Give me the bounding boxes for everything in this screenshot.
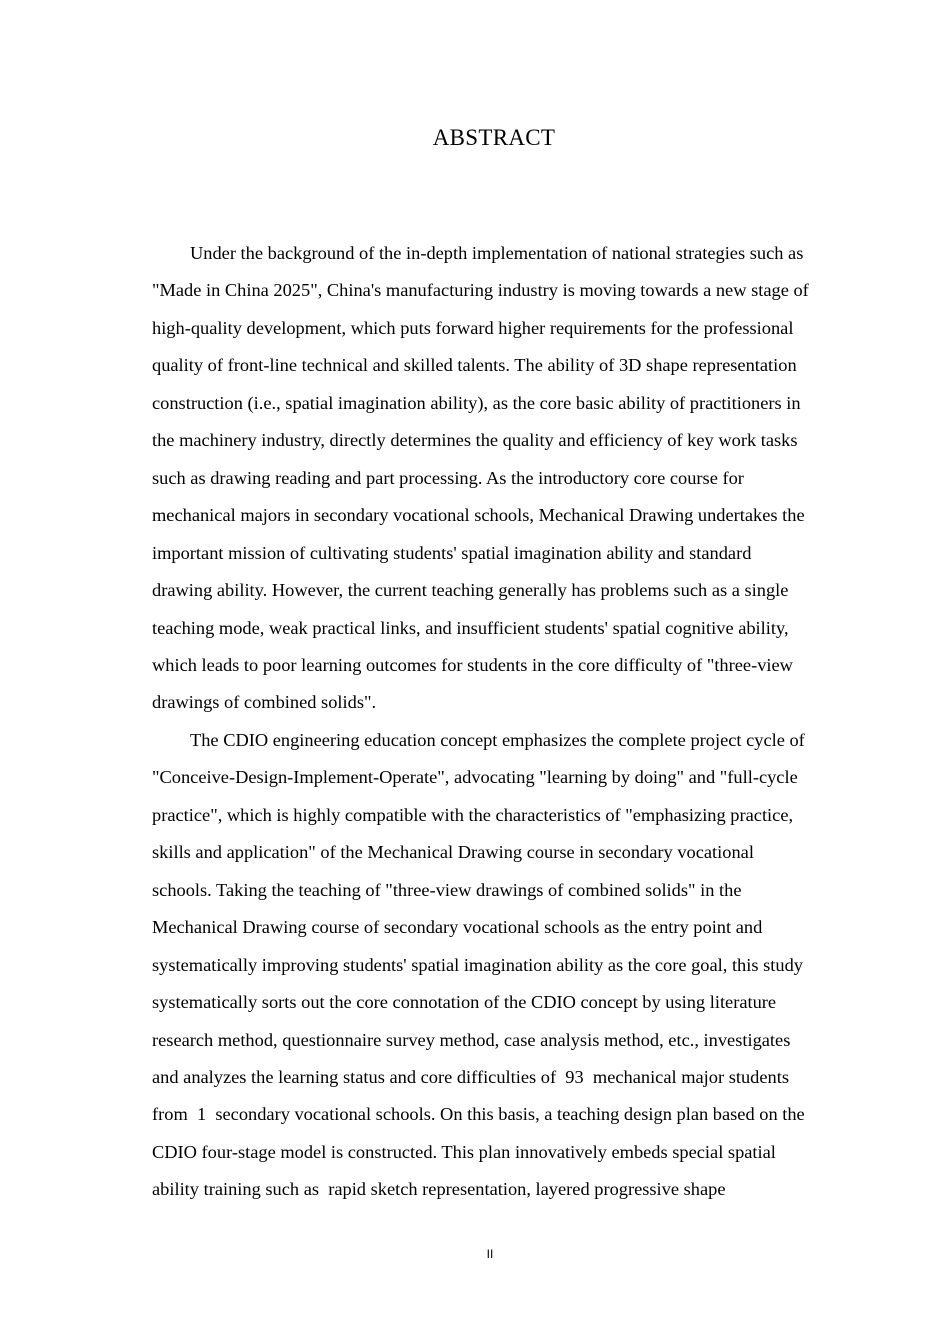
paragraph-1 bbox=[152, 235, 842, 722]
text-line: mechanical majors in secondary vocational schools, Mechanical Drawing undertakes the bbox=[152, 505, 805, 526]
text-line: research method, questionnaire survey method, case analysis method, etc., investigates bbox=[152, 1029, 791, 1050]
text-line: teaching mode, weak practical links, and insufficient students' spatial cognitive ability, bbox=[152, 617, 789, 638]
text-line: quality of front-line technical and skilled talents. The ability of 3D shape representation bbox=[152, 355, 797, 376]
text-line: from 1 secondary vocational schools. On this basis, a teaching design plan based on the bbox=[152, 1104, 805, 1125]
text-line: Under the background of the in-depth implementation of national strategies such as bbox=[190, 243, 804, 263]
text-line: high-quality development, which puts forward higher requirements for the professional bbox=[152, 317, 794, 338]
paragraph-2 bbox=[152, 722, 842, 1209]
text-line: construction (i.e., spatial imagination ability), as the core basic ability of practitioners in bbox=[152, 392, 801, 413]
text-line: schools. Taking the teaching of "three-view drawings of combined solids" in the bbox=[152, 879, 742, 900]
text-line: systematically improving students' spatial imagination ability as the core goal, this study bbox=[152, 954, 803, 975]
text-line: The CDIO engineering education concept emphasizes the complete project cycle of bbox=[190, 729, 805, 750]
text-line: drawing ability. However, the current teaching generally has problems such as a single bbox=[152, 580, 789, 601]
text-line: such as drawing reading and part processing. As the introductory core course for bbox=[152, 467, 744, 488]
abstract-body bbox=[152, 235, 842, 1209]
text-line: practice", which is highly compatible with the characteristics of "emphasizing practice, bbox=[152, 804, 794, 825]
text-line: "Conceive-Design-Implement-Operate", advocating "learning by doing" and "full-cycle bbox=[152, 767, 798, 788]
text-line: CDIO four-stage model is constructed. This plan innovatively embeds special spatial bbox=[152, 1141, 776, 1162]
page-title: ABSTRACT bbox=[432, 125, 556, 150]
text-line: ability training such as rapid sketch representation, layered progressive shape bbox=[152, 1179, 726, 1200]
text-line: important mission of cultivating students' spatial imagination ability and standard bbox=[152, 542, 752, 563]
text-line: Mechanical Drawing course of secondary vocational schools as the entry point and bbox=[152, 917, 763, 938]
text-line: drawings of combined solids". bbox=[152, 692, 377, 713]
text-line: "Made in China 2025", China's manufacturing industry is moving towards a new stage of bbox=[152, 280, 809, 301]
text-line: skills and application" of the Mechanical Drawing course in secondary vocational bbox=[152, 842, 754, 863]
text-line: the machinery industry, directly determines the quality and efficiency of key work tasks bbox=[152, 430, 798, 451]
text-line: systematically sorts out the core connotation of the CDIO concept by using literature bbox=[152, 992, 777, 1013]
page-number: II bbox=[486, 1247, 494, 1261]
text-line: which leads to poor learning outcomes for students in the core difficulty of "three-view bbox=[152, 654, 793, 675]
text-line: and analyzes the learning status and core difficulties of 93 mechanical major students bbox=[152, 1066, 789, 1087]
